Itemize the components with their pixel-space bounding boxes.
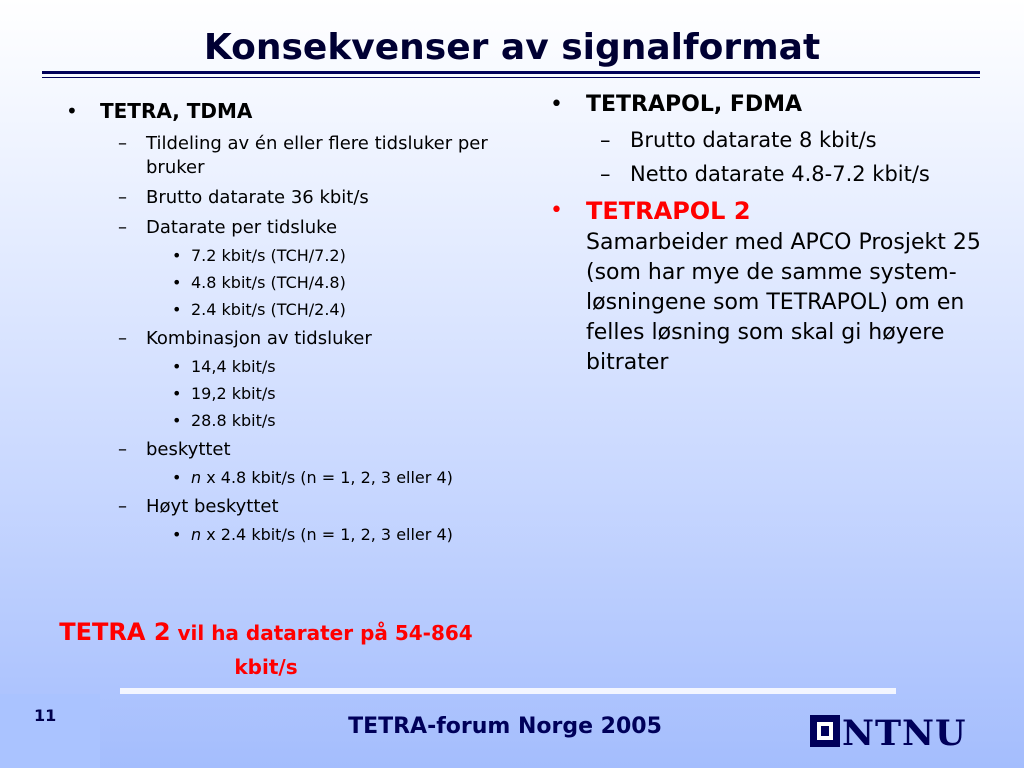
bullet-dot: •: [66, 99, 78, 123]
bullet-dot: •: [550, 92, 563, 117]
sub-high-protected: – Høyt beskyttet: [118, 496, 279, 517]
slide-title: Konsekvenser av signalformat: [203, 27, 821, 68]
bullet-dot-red: •: [550, 198, 563, 223]
list-item: • 19,2 kbit/s: [172, 384, 276, 403]
list-item: • 7.2 kbit/s (TCH/7.2): [172, 246, 346, 265]
sub-per-slot: – Datarate per tidsluke: [118, 217, 338, 238]
left-column: [66, 98, 506, 546]
list-item: • 4.8 kbit/s (TCH/4.8): [172, 273, 346, 292]
page-number: 11: [34, 706, 57, 725]
tetra2-note: TETRA 2 vil ha datarater på 54-864 kbit/s: [59, 618, 473, 679]
sub-gross-rate: – Brutto datarate 8 kbit/s: [600, 128, 877, 152]
ntnu-logo: [808, 712, 984, 750]
title-rule-thick: [42, 71, 980, 74]
list-item: • n x 4.8 kbit/s (n = 1, 2, 3 eller 4): [172, 468, 453, 487]
footer-text: TETRA-forum Norge 2005: [348, 714, 662, 739]
title-rule-thin: [42, 77, 980, 78]
logo-text: NTNU: [842, 713, 967, 750]
sub-protected: – beskyttet: [118, 439, 231, 460]
sub-combination: – Kombinasjon av tidsluker: [118, 328, 372, 349]
bullet-tetrapol-2: • TETRAPOL 2 Samarbeider med APCO Prosjekt 25 (som har mye de samme system-løsningene som TETRAPOL) om en felles løsning som skal gi høyere bitrater: [550, 197, 981, 375]
list-item: • 28.8 kbit/s: [172, 411, 276, 430]
list-item: • n x 2.4 kbit/s (n = 1, 2, 3 eller 4): [172, 525, 453, 544]
sub-allocation: – Tildeling av én eller flere tidsluker per bruker: [118, 133, 488, 178]
list-item: • 2.4 kbit/s (TCH/2.4): [172, 300, 346, 319]
right-column: [550, 90, 990, 378]
sub-net-rate: – Netto datarate 4.8-7.2 kbit/s: [600, 162, 930, 186]
sub-gross-rate: – Brutto datarate 36 kbit/s: [118, 187, 369, 208]
bullet-tetrapol-fdma: • TETRAPOL, FDMA: [550, 90, 990, 120]
list-item: • 14,4 kbit/s: [172, 357, 276, 376]
footer-divider: [120, 688, 896, 694]
bullet-tetra-tdma: • TETRA, TDMA: [66, 99, 253, 123]
